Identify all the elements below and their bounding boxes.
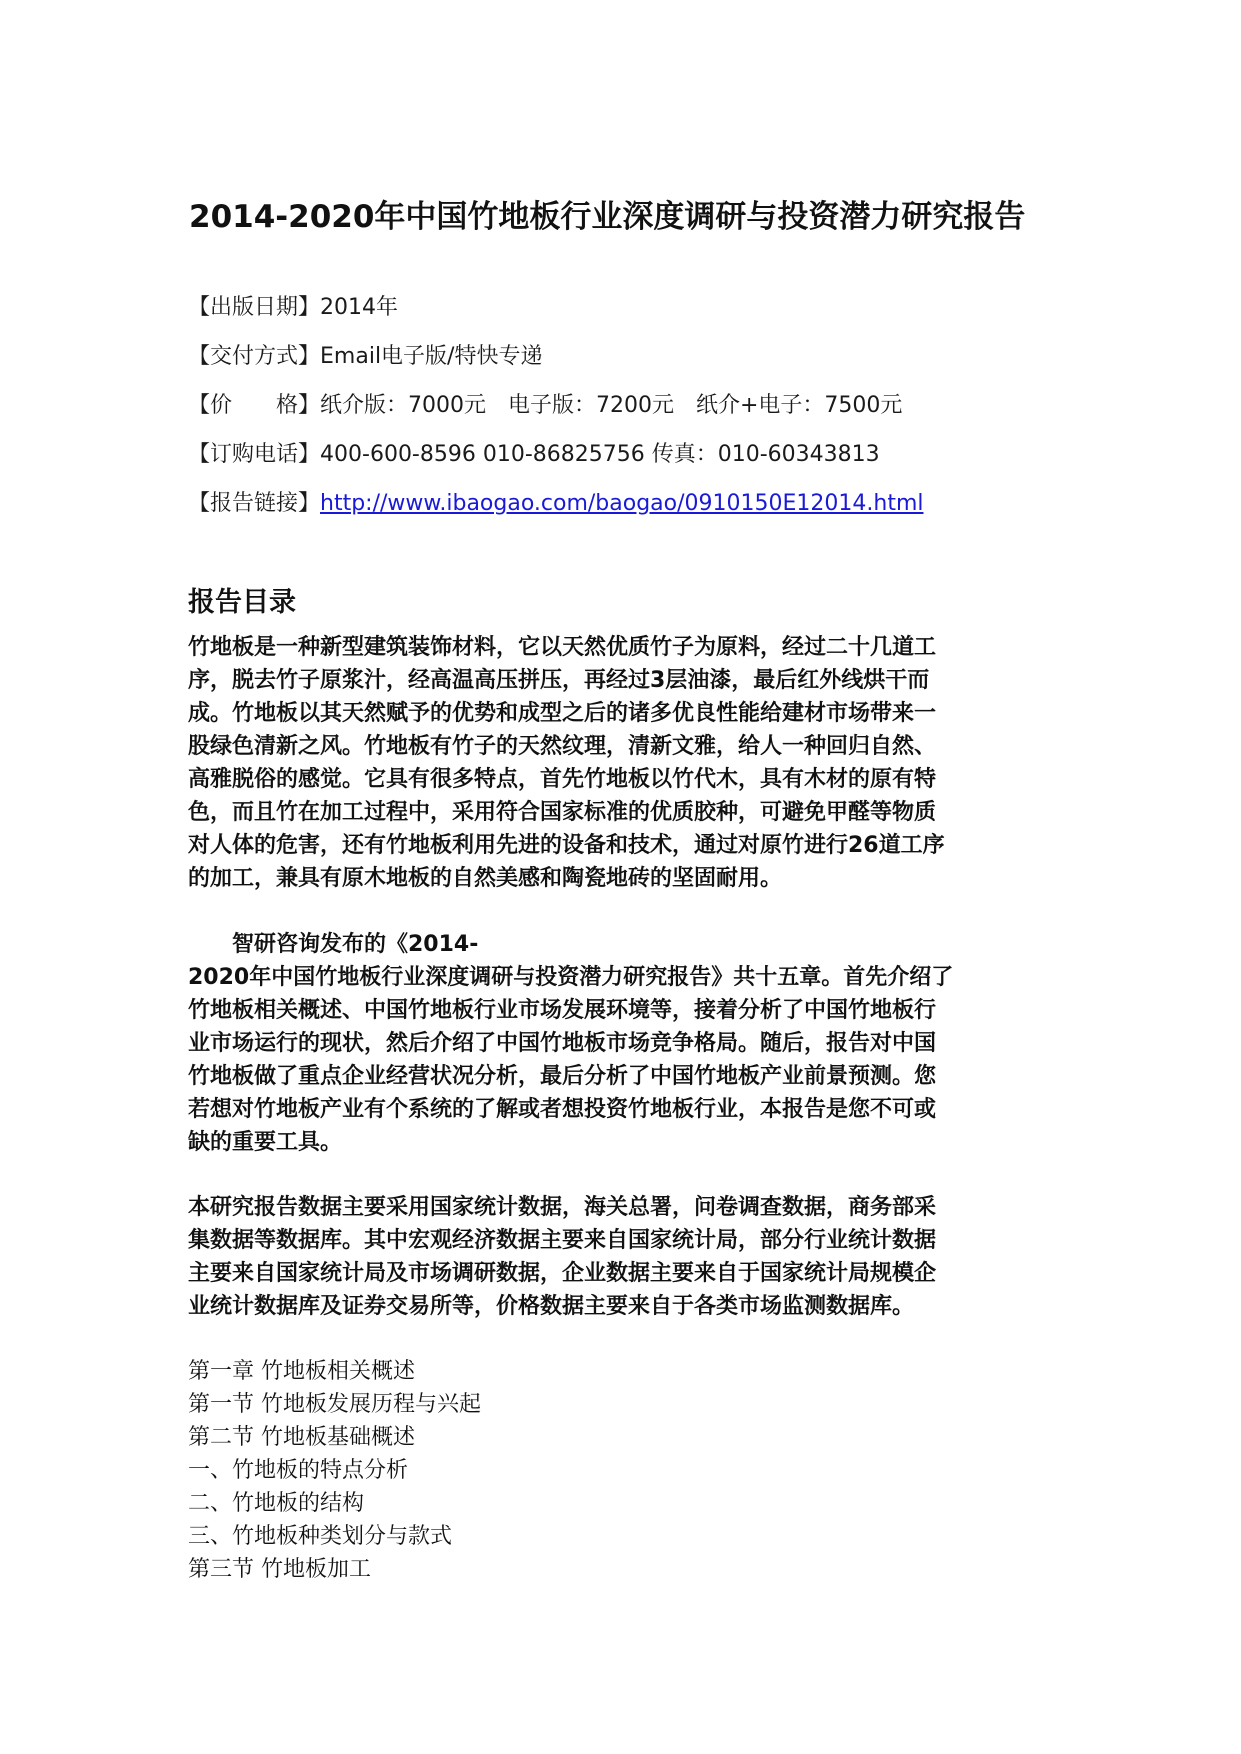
meta-label: 【出版日期】 [188, 295, 321, 320]
toc-item: 第一章 竹地板相关概述 [188, 1359, 415, 1384]
meta-label: 【报告链接】 [188, 491, 321, 516]
paragraph-line: 主要来自国家统计局及市场调研数据，企业数据主要来自于国家统计局规模企 [188, 1261, 937, 1286]
paragraph-line: 智研咨询发布的《2014- [188, 932, 479, 957]
paragraph-intro [188, 631, 1068, 895]
paragraph-summary [188, 928, 1068, 1159]
toc-item: 第二节 竹地板基础概述 [188, 1425, 415, 1450]
paragraph-line: 色，而且竹在加工过程中，采用符合国家标准的优质胶种，可避免甲醛等物质 [188, 800, 937, 825]
paragraph-line: 业市场运行的现状，然后介绍了中国竹地板市场竞争格局。随后，报告对中国 [188, 1031, 937, 1056]
meta-value: 2014年 [320, 295, 399, 320]
meta-label: 【价 格】 [188, 393, 321, 418]
paragraph-line: 股绿色清新之风。竹地板有竹子的天然纹理，清新文雅，给人一种回归自然、 [188, 734, 937, 759]
paragraph-line: 对人体的危害，还有竹地板利用先进的设备和技术，通过对原竹进行26道工序 [188, 833, 945, 858]
paragraph-line: 高雅脱俗的感觉。它具有很多特点，首先竹地板以竹代木，具有木材的原有特 [188, 767, 937, 792]
meta-label: 【交付方式】 [188, 344, 321, 369]
toc-item: 二、竹地板的结构 [188, 1491, 365, 1516]
meta-value: 纸介版：7000元 电子版：7200元 纸介+电子：7500元 [320, 393, 903, 418]
paragraph-line: 若想对竹地板产业有个系统的了解或者想投资竹地板行业，本报告是您不可或 [188, 1097, 937, 1122]
paragraph-line: 缺的重要工具。 [188, 1130, 343, 1155]
paragraph-line: 成。竹地板以其天然赋予的优势和成型之后的诸多优良性能给建材市场带来一 [188, 701, 937, 726]
table-of-contents [188, 1355, 1068, 1586]
meta-publish-date [188, 283, 1088, 332]
paragraph-line: 集数据等数据库。其中宏观经济数据主要来自国家统计局，部分行业统计数据 [188, 1228, 937, 1253]
report-meta [188, 283, 1088, 528]
meta-price [188, 381, 1088, 430]
report-link[interactable]: http://www.ibaogao.com/baogao/0910150E12014.html [320, 491, 924, 516]
meta-value: Email电子版/特快专递 [320, 344, 543, 369]
paragraph-line: 的加工，兼具有原木地板的自然美感和陶瓷地砖的坚固耐用。 [188, 866, 783, 891]
toc-item: 第一节 竹地板发展历程与兴起 [188, 1392, 481, 1417]
meta-label: 【订购电话】 [188, 442, 321, 467]
paragraph-data-sources [188, 1191, 1068, 1323]
paragraph-line: 竹地板做了重点企业经营状况分析，最后分析了中国竹地板产业前景预测。您 [188, 1064, 937, 1089]
toc-item: 第三节 竹地板加工 [188, 1557, 371, 1582]
paragraph-line: 序，脱去竹子原浆汁，经高温高压拼压，再经过3层油漆，最后红外线烘干而 [188, 668, 930, 693]
paragraph-line: 本研究报告数据主要采用国家统计数据，海关总署，问卷调查数据，商务部采 [188, 1195, 937, 1220]
report-title: 2014-2020年中国竹地板行业深度调研与投资潜力研究报告 [189, 199, 1026, 235]
meta-value: 400-600-8596 010-86825756 传真：010-60343813 [320, 442, 880, 467]
meta-phone [188, 430, 1088, 479]
section-heading: 报告目录 [188, 587, 296, 618]
paragraph-line: 2020年中国竹地板行业深度调研与投资潜力研究报告》共十五章。首先介绍了 [188, 965, 954, 990]
paragraph-line: 业统计数据库及证券交易所等，价格数据主要来自于各类市场监测数据库。 [188, 1294, 915, 1319]
paragraph-line: 竹地板相关概述、中国竹地板行业市场发展环境等，接着分析了中国竹地板行 [188, 998, 937, 1023]
paragraph-line: 竹地板是一种新型建筑装饰材料，它以天然优质竹子为原料，经过二十几道工 [188, 635, 937, 660]
meta-link [188, 479, 1088, 528]
meta-delivery [188, 332, 1088, 381]
toc-item: 一、竹地板的特点分析 [188, 1458, 409, 1483]
toc-item: 三、竹地板种类划分与款式 [188, 1524, 453, 1549]
